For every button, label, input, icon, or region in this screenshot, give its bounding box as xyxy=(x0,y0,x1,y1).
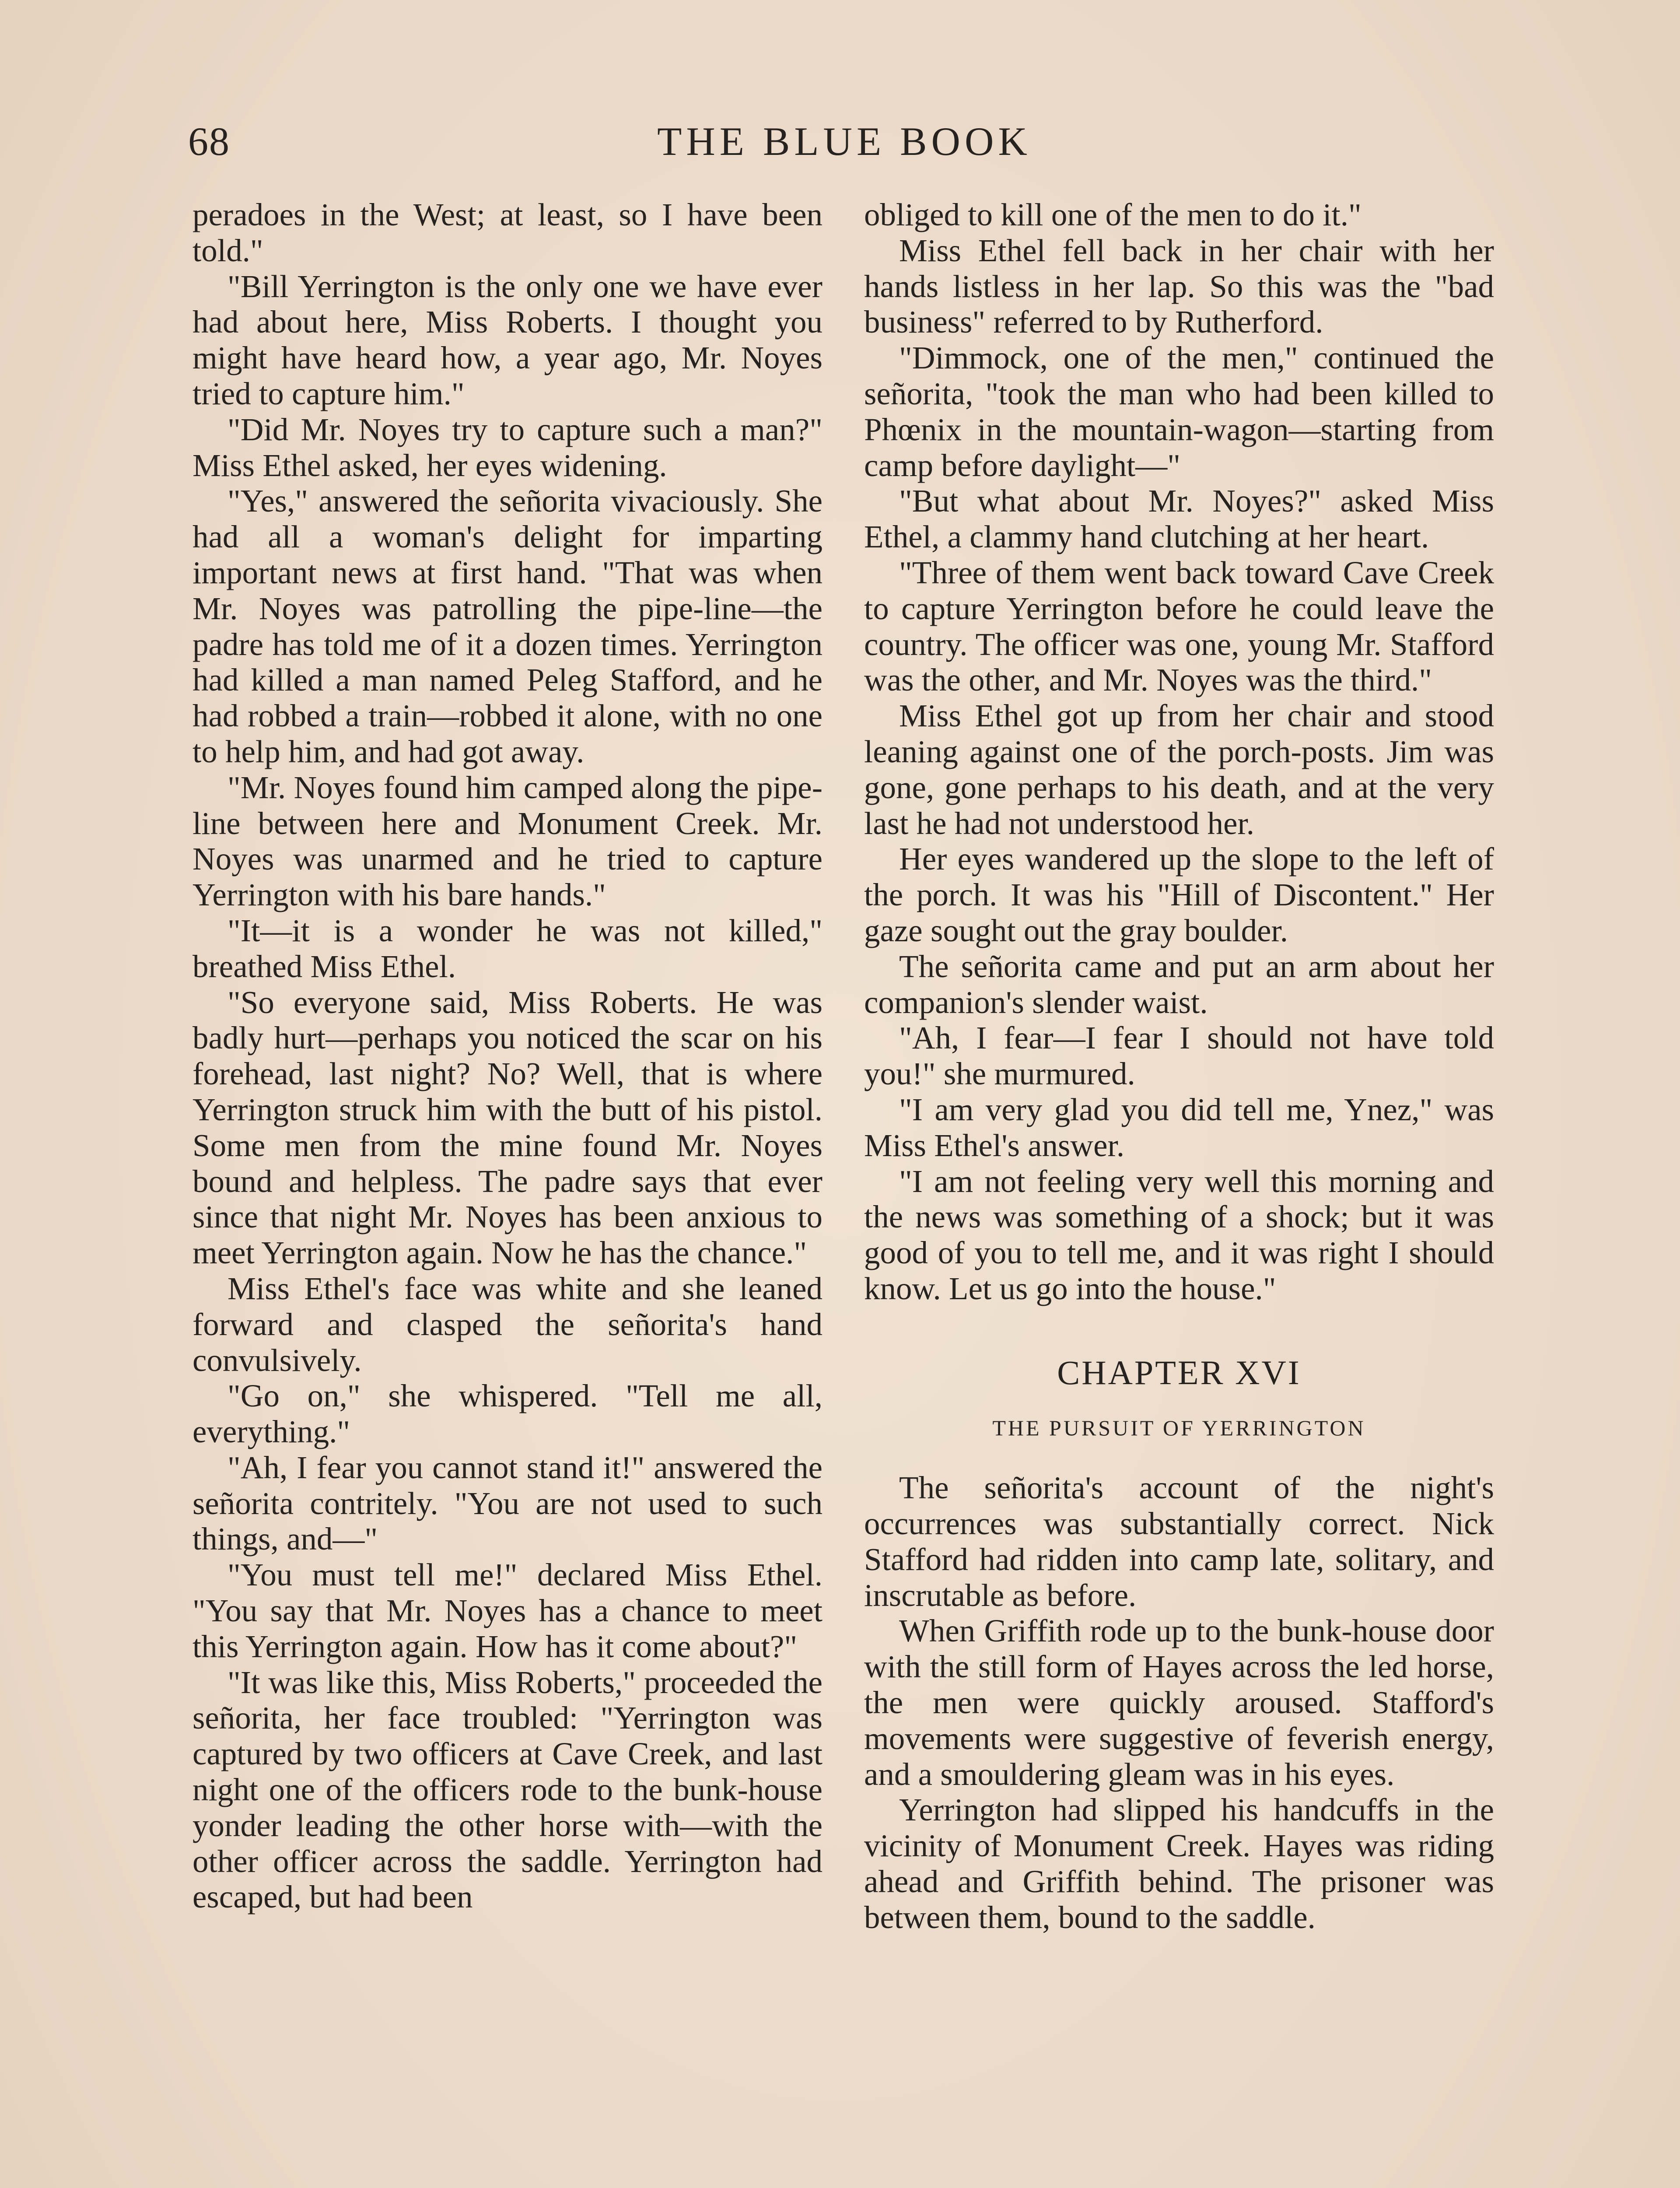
paragraph: "Bill Yerrington is the only one we have ever had about here, Miss Roberts. I thought you might have heard how, a year ago, Mr. Noyes tried to capture him." xyxy=(192,268,822,411)
paragraph: "Go on," she whispered. "Tell me all, everything." xyxy=(192,1378,822,1450)
paragraph: The señorita's account of the night's occurrences was substantially correct. Nick Stafford had ridden into camp late, solitary, and inscrutable as before. xyxy=(864,1470,1494,1613)
chapter-subtitle: THE PURSUIT OF YERRINGTON xyxy=(992,1415,1366,1440)
paragraph: "You must tell me!" declared Miss Ethel. "You say that Mr. Noyes has a chance to meet this Yerrington again. How has it come about?" xyxy=(192,1557,822,1664)
paragraph: "It—it is a wonder he was not killed," breathed Miss Ethel. xyxy=(192,912,822,984)
paragraph: "Three of them went back toward Cave Creek to capture Yerrington before he could leave the country. The officer was one, young Mr. Stafford was the other, and Mr. Noyes was the third." xyxy=(864,554,1494,698)
paragraph: "Dimmock, one of the men," continued the señorita, "took the man who had been killed to Phœnix in the mountain-wagon—starting from camp before daylight—" xyxy=(864,340,1494,483)
paragraph: Miss Ethel's face was white and she leaned forward and clasped the señorita's hand convulsively. xyxy=(192,1270,822,1378)
page-header xyxy=(188,118,1501,171)
paragraph: "Mr. Noyes found him camped along the pipe-line between here and Monument Creek. Mr. Noyes was unarmed and he tried to capture Yerrington with his bare hands." xyxy=(192,769,822,913)
paragraph: "I am not feeling very well this morning and the news was something of a shock; but it was good of you to tell me, and it was right I should know. Let us go into the house." xyxy=(864,1163,1494,1306)
paragraph: Miss Ethel got up from her chair and stood leaning against one of the porch-posts. Jim was gone, gone perhaps to his death, and at the very last he had not understood her. xyxy=(864,698,1494,841)
paragraph: Her eyes wandered up the slope to the left of the porch. It was his "Hill of Discontent." Her gaze sought out the gray boulder. xyxy=(864,841,1494,948)
paragraph: peradoes in the West; at least, so I have been told." xyxy=(192,197,822,268)
page-number: 68 xyxy=(188,119,230,164)
paragraph: When Griffith rode up to the bunk-house door with the still form of Hayes across the led horse, the men were quickly aroused. Stafford's movements were suggestive of feverish energy, and a smouldering gleam was in his eyes. xyxy=(864,1613,1494,1792)
paragraph: Miss Ethel fell back in her chair with her hands listless in her lap. So this was the "bad business" referred to by Rutherford. xyxy=(864,232,1494,340)
paragraph: The señorita came and put an arm about her companion's slender waist. xyxy=(864,948,1494,1020)
paragraph: "Ah, I fear you cannot stand it!" answered the señorita contritely. "You are not used to such things, and—" xyxy=(192,1449,822,1557)
left-column xyxy=(192,197,822,1915)
paragraph: obliged to kill one of the men to do it." xyxy=(864,197,1362,232)
paragraph: "I am very glad you did tell me, Ynez," was Miss Ethel's answer. xyxy=(864,1091,1494,1163)
paragraph: "Did Mr. Noyes try to capture such a man?" Miss Ethel asked, her eyes widening. xyxy=(192,411,822,483)
paragraph: "But what about Mr. Noyes?" asked Miss Ethel, a clammy hand clutching at her heart. xyxy=(864,483,1494,555)
paragraph: "Ah, I fear—I fear I should not have told you!" she murmured. xyxy=(864,1020,1494,1092)
paragraph: "So everyone said, Miss Roberts. He was badly hurt—perhaps you noticed the scar on his forehead, last night? No? Well, that is where Yerrington struck him with the butt of his pistol. Some men from the mine found Mr. Noyes bound and helpless. The padre says that ever since that night Mr. Noyes has been anxious to meet Yerrington again. Now he has the chance." xyxy=(192,984,822,1271)
chapter-title: CHAPTER XVI xyxy=(1057,1353,1301,1392)
paragraph: "It was like this, Miss Roberts," proceeded the señorita, her face troubled: "Yerrington was captured by two officers at Cave Creek, and last night one of the officers rode to the bunk-house yonder leading the other horse with—with the other officer across the saddle. Yerrington had escaped, but had been xyxy=(192,1664,822,1915)
paragraph: "Yes," answered the señorita vivaciously. She had all a woman's delight for imparting important news at first hand. "That was when Mr. Noyes was patrolling the pipe-line—the padre has told me of it a dozen times. Yerrington had killed a man named Peleg Stafford, and he had robbed a train—robbed it alone, with no one to help him, and had got away. xyxy=(192,483,822,769)
paragraph: Yerrington had slipped his handcuffs in the vicinity of Monument Creek. Hayes was riding ahead and Griffith behind. The prisoner was between them, bound to the saddle. xyxy=(864,1792,1494,1935)
running-head: THE BLUE BOOK xyxy=(657,119,1032,164)
right-column xyxy=(864,197,1494,1936)
